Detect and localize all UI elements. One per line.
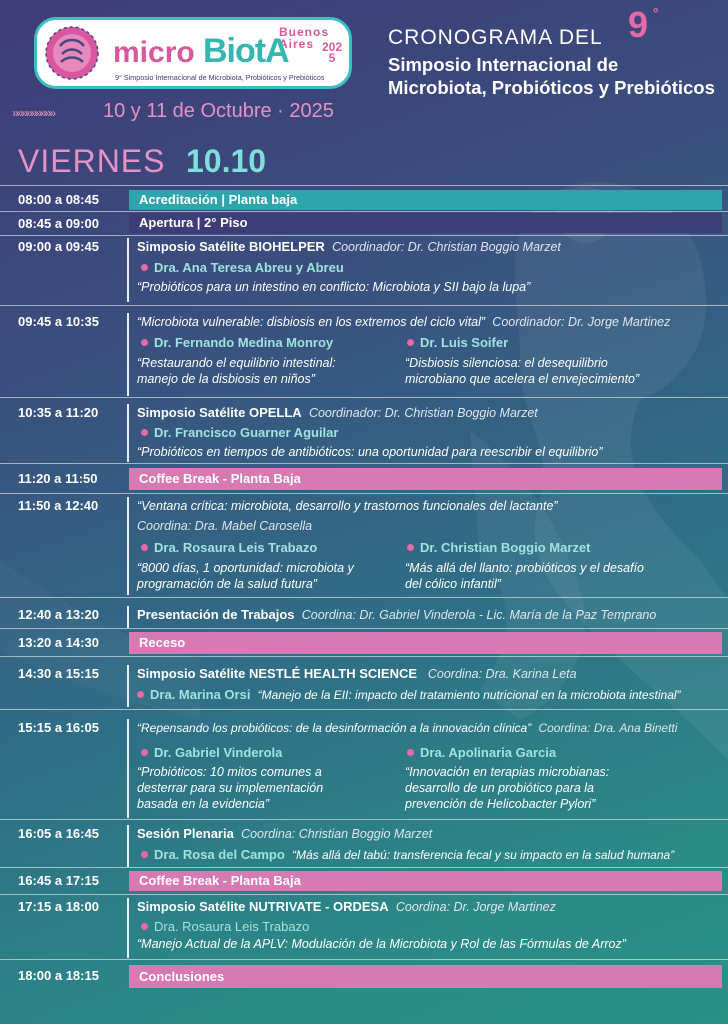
talk-title-line: manejo de la disbiosis en niños” [137,372,315,386]
row-divider [0,819,728,820]
cronograma-heading: CRONOGRAMA DEL [388,26,603,49]
speaker-dot-icon [407,544,414,551]
session-content [137,719,720,811]
speaker-name: Dra. Marina Orsi [150,687,251,702]
row-divider [0,894,728,895]
session-content [137,665,720,704]
session-coordinator: Coordinador: Dr. Jorge Martinez [492,315,671,329]
schedule-row [0,825,728,867]
session-coordinator: Coordina: Dra. Karina Leta [427,667,577,681]
talk-title: “Manejo Actual de la APLV: Modulación de la Microbiota y Rol de las Fórmulas de Arroz” [137,937,626,951]
row-vertical-line [127,606,129,628]
row-vertical-line [127,497,129,595]
session-time: 14:30 a 15:15 [18,666,99,681]
speaker-name: Dr. Luis Soifer [420,335,509,350]
row-divider [0,235,728,236]
session-content [137,238,720,296]
session-time: 11:50 a 12:40 [18,498,99,513]
speaker-name: Dra. Rosaura Leis Trabazo [154,540,318,555]
speaker-name: Dra. Apolinaria Garcia [420,745,557,760]
session-time: 11:20 a 11:50 [18,471,98,486]
schedule-row [0,189,728,211]
speaker-dot-icon [407,339,414,346]
schedule-row [0,719,728,818]
session-time: 09:45 a 10:35 [18,314,99,329]
day-name: VIERNES [18,143,166,179]
session-bar: Conclusiones [129,965,722,988]
speaker-name: Dr. Christian Boggio Marzet [420,540,591,555]
day-number: 10.10 [186,143,267,179]
talk-title-line: “Probióticos: 10 mitos comunes a [137,765,322,779]
speaker-dot-icon [141,749,148,756]
session-title: Simposio Satélite NESTLÉ HEALTH SCIENCE [137,666,418,681]
row-vertical-line [127,665,129,707]
session-bar: Acreditación | Planta baja [129,190,722,210]
schedule-row [0,238,728,302]
row-divider [0,305,728,306]
schedule-row [0,213,728,235]
session-title: “Ventana crítica: microbiota, desarrollo y trastornos funcionales del lactante” [137,499,558,513]
row-divider [0,493,728,494]
session-title: “Repensando los probióticos: de la desinformación a la innovación clínica” [137,721,532,735]
intestine-logo-icon [43,24,101,82]
speaker-name: Dra. Rosa del Campo [154,847,285,862]
talk-title: “Probióticos para un intestino en conflicto: Microbiota y SII bajo la lupa” [137,280,531,294]
speaker-name: Dra. Ana Teresa Abreu y Abreu [154,260,344,275]
date-arrows-decoration: »»»»»»»»» [12,106,55,120]
speaker-dot-icon [141,264,148,271]
session-bar: Coffee Break - Planta Baja [129,468,722,490]
schedule-row [0,898,728,958]
row-vertical-line [127,404,129,462]
talk-title-line: desarrollo de un probiótico para la [405,781,595,795]
row-vertical-line [127,825,129,867]
edition-degree: ° [653,5,659,21]
talk-title-line: “Más allá del llanto: probióticos y el desafío [405,561,645,575]
session-time: 08:45 a 09:00 [18,216,99,231]
logo-buenos-aires: Buenos Aires [279,25,330,51]
row-divider [0,463,728,464]
schedule-row [0,313,728,396]
session-title: Simposio Satélite BIOHELPER [137,239,325,254]
schedule-row [0,606,728,628]
session-bar: Coffee Break - Planta Baja [129,871,722,891]
talk-title-line: microbiano que acelera el envejecimiento” [405,372,640,386]
session-title: Simposio Satélite NUTRIVATE - ORDESA [137,899,389,914]
event-date: 10 y 11 de Octubre · 2025 [103,100,334,122]
session-time: 16:45 a 17:15 [18,873,99,888]
session-bar: Apertura | 2° Piso [129,213,722,233]
session-coordinator: Coordinador: Dr. Christian Boggio Marzet [308,406,538,420]
talk-title-line: “Disbiosis silenciosa: el desequilibrio [405,356,608,370]
session-coordinator: Coordina: Dr. Gabriel Vinderola - Lic. María de la Paz Temprano [301,608,657,622]
row-vertical-line [127,719,129,818]
logo-subtitle: 9° Simposio Internacional de Microbiota, Probióticos y Prebióticos [115,73,325,82]
schedule-row [0,871,728,893]
session-time: 15:15 a 16:05 [18,720,99,735]
row-vertical-line [127,313,129,396]
schedule-row [0,965,728,989]
speaker-name: Dr. Francisco Guarner Aguilar [154,425,339,440]
talk-title: “Más allá del tabú: transferencia fecal y su impacto en la salud humana” [292,848,675,862]
session-time: 08:00 a 08:45 [18,192,99,207]
talk-title-line: desterrar para su implementación [137,781,324,795]
session-time: 16:05 a 16:45 [18,826,99,841]
session-content [137,404,720,461]
row-divider [0,211,728,212]
talk-title-line: programación de la salud futura” [137,577,317,591]
session-title: Sesión Plenaria [137,826,234,841]
logo-biota-text: BiotA [203,32,289,70]
speaker-dot-icon [141,544,148,551]
row-divider [0,867,728,868]
edition-number: 9 [628,4,649,45]
row-divider [0,397,728,398]
talk-title-line: “Restaurando el equilibrio intestinal: [137,356,336,370]
speaker-dot-icon [141,851,148,858]
session-time: 10:35 a 11:20 [18,405,99,420]
session-time: 18:00 a 18:15 [18,968,99,983]
session-content [137,825,720,864]
speaker-dot-icon [141,429,148,436]
schedule-row [0,497,728,595]
schedule-row [0,632,728,656]
talk-title-line: “Innovación en terapias microbianas: [405,765,610,779]
logo-year: 2025 [321,40,343,65]
row-divider [0,185,728,186]
row-divider [0,597,728,598]
speaker-dot-icon [137,691,144,698]
speaker-name: Dra. Rosaura Leis Trabazo [154,919,310,934]
session-coordinator: Coordina: Dra. Mabel Carosella [137,519,313,533]
session-content [137,497,720,591]
micro-biota-logo [34,17,352,89]
session-coordinator: Coordina: Dra. Ana Binetti [538,721,678,735]
session-coordinator: Coordina: Christian Boggio Marzet [241,827,433,841]
symposium-title: Simposio Internacional de Microbiota, Probióticos y Prebióticos [388,54,715,98]
speaker-dot-icon [407,749,414,756]
session-content [137,898,720,953]
session-content [137,313,720,386]
row-divider [0,628,728,629]
session-coordinator: Coordinador: Dr. Christian Boggio Marzet [332,240,561,254]
talk-title-line: prevención de Helicobacter Pylori” [405,797,596,811]
speaker-name: Dr. Gabriel Vinderola [154,745,283,760]
talk-title-line: basada en la evidencia” [137,797,270,811]
row-divider [0,656,728,657]
session-content [137,606,720,624]
row-divider [0,709,728,710]
talk-title-line: “8000 días, 1 oportunidad: microbiota y [137,561,354,575]
session-time: 12:40 a 13:20 [18,607,99,622]
talk-title: “Manejo de la EII: impacto del tratamiento nutricional en la microbiota intestinal” [257,688,681,702]
talk-title: “Probióticos en tiempos de antibióticos: una oportunidad para reescribir el equilibrio” [137,445,603,459]
schedule-row [0,665,728,707]
speaker-dot-icon [141,339,148,346]
session-coordinator: Coordina: Dr. Jorge Martinez [395,900,556,914]
speaker-name: Dr. Fernando Medina Monroy [154,335,334,350]
row-vertical-line [127,238,129,302]
schedule-row [0,468,728,492]
session-time: 17:15 a 18:00 [18,899,99,914]
session-time: 09:00 a 09:45 [18,239,99,254]
session-time: 13:20 a 14:30 [18,635,99,650]
schedule-row [0,404,728,462]
session-bar: Receso [129,632,722,654]
talk-title-line: del cólico infantil” [405,577,501,591]
session-title: Simposio Satélite OPELLA [137,405,302,420]
session-title: “Microbiota vulnerable: disbiosis en los extremos del ciclo vital” [137,315,486,329]
logo-micro-text: micro [113,36,195,69]
speaker-dot-icon [141,923,148,930]
session-title: Presentación de Trabajos [137,607,295,622]
row-divider [0,959,728,960]
row-vertical-line [127,898,129,958]
